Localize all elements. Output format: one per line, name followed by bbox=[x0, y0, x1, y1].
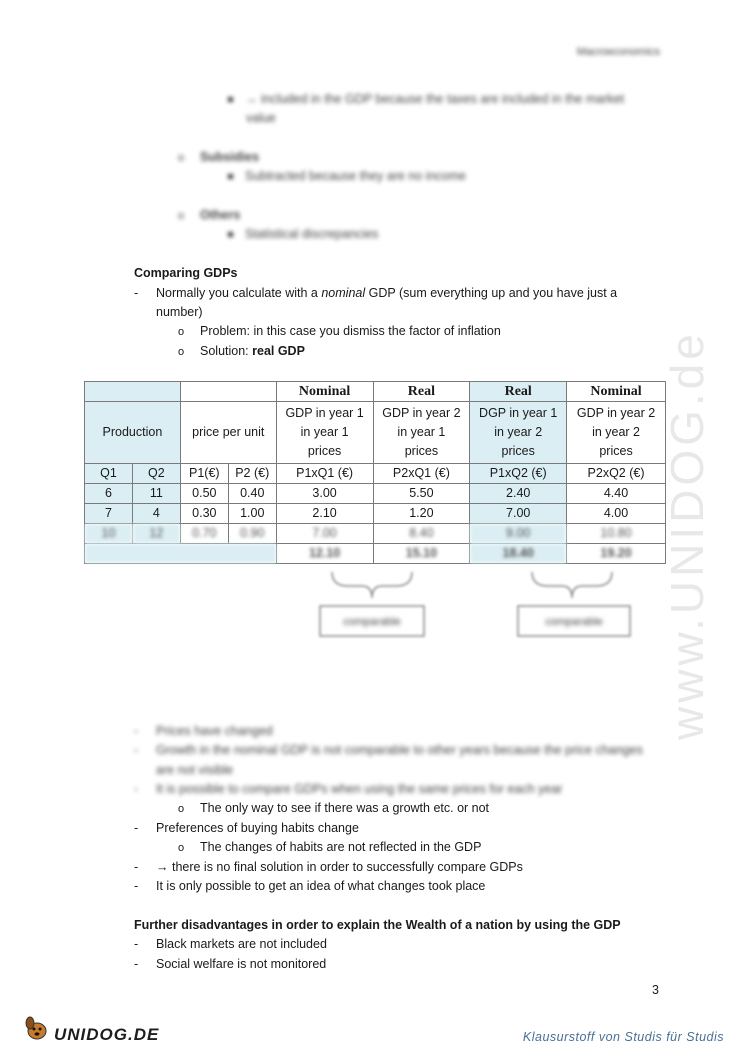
list-item: - Prices have changed bbox=[134, 724, 273, 738]
list-item: - Black markets are not included bbox=[134, 937, 327, 951]
comparable-label-left: comparable bbox=[343, 616, 401, 628]
column-desc: GDP in year 2 in year 1 prices bbox=[373, 402, 470, 464]
list-item: o Solution: real GDP bbox=[178, 344, 305, 358]
list-item-continuation: number) bbox=[156, 305, 203, 319]
column-desc: GDP in year 1 in year 1 prices bbox=[276, 402, 373, 464]
list-item bbox=[228, 227, 378, 241]
comparable-brackets bbox=[280, 568, 680, 640]
column-head: Real bbox=[373, 382, 470, 402]
comparable-label-right: comparable bbox=[545, 616, 603, 628]
list-item: o The only way to see if there was a growth etc. or not bbox=[178, 801, 490, 815]
table-header-row bbox=[85, 382, 666, 402]
section-title: Further disadvantages in order to explain the Wealth of a nation by using the GDP bbox=[134, 918, 621, 932]
list-item: - It is only possible to get an idea of what changes took place bbox=[134, 879, 486, 893]
site-logo[interactable]: UNIDOG.DE bbox=[54, 1025, 160, 1044]
list-item: - It is possible to compare GDPs when using the same prices for each year bbox=[134, 782, 563, 796]
table-desc-row bbox=[85, 402, 666, 464]
list-item: o Subsidies bbox=[178, 150, 260, 164]
column-desc: GDP in year 2 in year 2 prices bbox=[567, 402, 666, 464]
list-item-text: Statistical discrepancies bbox=[245, 227, 379, 241]
list-item-text: Subtracted because they are no income bbox=[245, 169, 466, 183]
list-item: - Growth in the nominal GDP is not comparable to other years because the price changes bbox=[134, 743, 643, 757]
column-head: Nominal bbox=[567, 382, 666, 402]
table-row: 6 11 0.50 0.40 3.00 5.50 2.40 4.40 bbox=[85, 484, 666, 504]
list-item: - → there is no final solution in order to successfully compare GDPs bbox=[134, 860, 523, 874]
square-bullet-icon bbox=[228, 174, 233, 179]
column-desc: DGP in year 1 in year 2 prices bbox=[470, 402, 567, 464]
list-item bbox=[228, 92, 624, 106]
column-head: Nominal bbox=[276, 382, 373, 402]
table-row: 7 4 0.30 1.00 2.10 1.20 7.00 4.00 bbox=[85, 504, 666, 524]
page-header: Macroeconomics bbox=[576, 46, 660, 58]
production-label: Production bbox=[85, 402, 181, 464]
price-per-unit-label: price per unit bbox=[180, 402, 276, 464]
list-item: o Problem: in this case you dismiss the factor of inflation bbox=[178, 324, 501, 338]
column-head: Real bbox=[470, 382, 567, 402]
section-title: Comparing GDPs bbox=[134, 266, 238, 280]
watermark: www.UNIDOG.de bbox=[661, 330, 713, 740]
dog-logo-icon bbox=[22, 1014, 52, 1044]
list-item: - Social welfare is not monitored bbox=[134, 957, 327, 971]
subsidies-label: Subsidies bbox=[200, 150, 260, 164]
list-item: o Others bbox=[178, 208, 241, 222]
list-item-continuation: value bbox=[246, 111, 276, 125]
table-totals-row: 12.10 15.10 18.40 19.20 bbox=[85, 544, 666, 564]
list-item: o The changes of habits are not reflected in the GDP bbox=[178, 840, 482, 854]
list-item: - Normally you calculate with a nominal GDP (sum everything up and you have just a bbox=[134, 286, 618, 300]
table-row: 10 12 0.70 0.90 7.00 8.40 9.00 10.80 bbox=[85, 524, 666, 544]
page-number: 3 bbox=[652, 983, 659, 997]
list-item-text: → included in the GDP because the taxes are included in the market bbox=[245, 92, 625, 106]
list-item-continuation: are not visible bbox=[156, 763, 234, 777]
footer-tagline: Klausurstoff von Studis für Studis bbox=[522, 1030, 724, 1044]
square-bullet-icon bbox=[228, 232, 233, 237]
gdp-table bbox=[84, 381, 666, 564]
table-col-row: Q1 Q2 P1(€) P2 (€) P1xQ1 (€) P2xQ1 (€) P1xQ2 (€) P2xQ2 (€) bbox=[85, 464, 666, 484]
list-item bbox=[228, 169, 466, 183]
others-label: Others bbox=[200, 208, 241, 222]
square-bullet-icon bbox=[228, 97, 233, 102]
list-item: - Preferences of buying habits change bbox=[134, 821, 359, 835]
